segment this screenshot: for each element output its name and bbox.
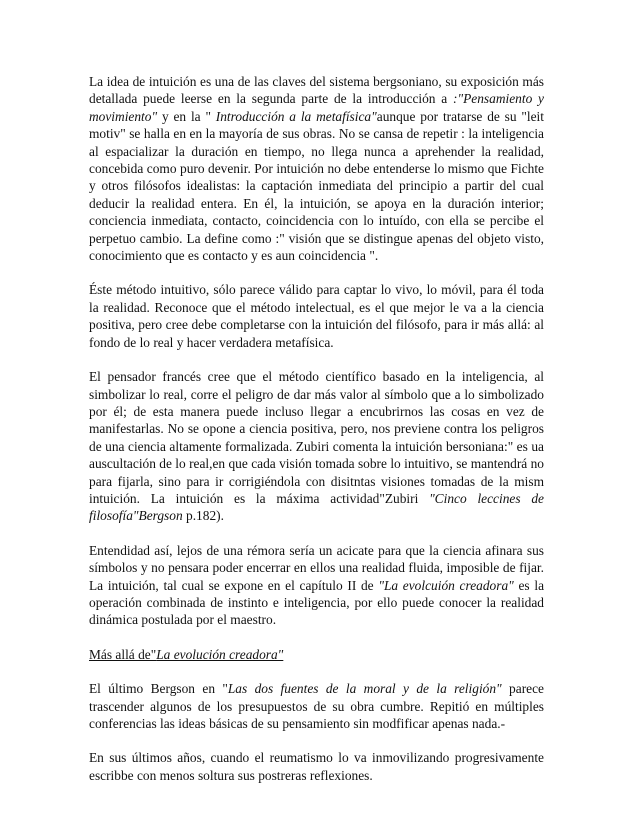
text-run: aunque por tratarse de su "leit motiv" se halla en en la mayoría de sus obras. No se cansa de repetir : la inteligencia al espacializar la duración en tiempo, no llega nunca a aprehender la realidad, concebida como puro devenir. Por intuición no debe entenderse lo mismo que Fichte y otros filósofos idealistas: la captación inmediata del principio a partir del cual deducir la realidad entera. En él, la intuición, se apoya en la duración interior; conciencia inmediata, contacto, coincidencia con lo intuído, con ella se percibe el perpetuo cambio. La define como :" visión que se distingue apenas del objeto visto, conocimiento que es contacto y es aun coincidencia ". (89, 108, 544, 264)
document-page (89, 73, 544, 784)
text-run: La idea de intuición es una de las claves del sistema bergsoniano, su exposición más detallada puede leerse en la segunda parte de la introducción a (89, 74, 544, 107)
book-title-pensamiento: :"Pensamiento y movimiento" (89, 91, 544, 124)
heading-run: Más allá de" (89, 646, 157, 662)
book-title-dos-fuentes: Las dos fuentes de la moral y de la religión" (227, 681, 502, 697)
text-run: p.182). (182, 508, 224, 524)
paragraph-last-years: En sus últimos años, cuando el reumatismo lo va inmovilizando progresivamente escribbe con menos soltura sus postreras reflexiones. (89, 750, 544, 783)
paragraph-scientific-method (89, 368, 544, 525)
paragraph-last-bergson (89, 680, 544, 732)
text-run: y en la " (157, 108, 216, 124)
book-title-evolucion: "La evolcuión creadora" (378, 577, 514, 593)
text-run: es la operación combinada de instinto e inteligencia, por ello puede conocer la realidad dinámica postulada por el maestro. (89, 577, 545, 628)
book-title-cinco-lecciones: "Cinco leccines de filosofía"Bergson (89, 490, 544, 524)
paragraph-intuitive-method: Éste método intuitivo, sólo parece válido para captar lo vivo, lo móvil, para él toda la realidad. Reconoce que el método intelectual, es el que mejor le va a la ciencia positiva, pero cree debe completarse con la intuición del filósofo, para ir más allá: al fondo de lo real y hacer verdadera metafísica. (89, 282, 544, 350)
section-heading (89, 646, 544, 663)
heading-book-title: La evolución creadora" (156, 646, 284, 662)
paragraph-understood-so (89, 542, 544, 629)
text-run: El pensador francés cree que el método científico basado en la inteligencia, al simbolizar lo real, corre el peligro de dar más valor al símbolo que a lo simbolizado por él; de esta manera puede incluso llegar a encubrirnos las cosas en vez de manifestarlas. No se opone a ciencia positiva, pero, nos previene contra los peligros de una ciencia altamente formalizada. Zubiri comenta la intuición bersoniana:" es ua auscultación de lo real,en que cada visión tomada sobre lo intuitivo, se mantendrá no para fijarla, sino para ir corrigiéndola con disitntas visiones tomadas de la mism intuición. La intuición es la máxima actividad"Zubiri (89, 369, 544, 506)
text-run: Entendidad así, lejos de una rémora sería un acicate para que la ciencia afinara sus símbolos y no pensara poder encerrar en ellos una realidad fluida, imposible de fijar. La intuición, tal cual se expone en el capítulo II de (89, 542, 544, 593)
heading-text (89, 647, 283, 662)
paragraph-intuition-definition (89, 73, 544, 264)
book-title-introduccion: Introducción a la metafísica" (215, 108, 377, 124)
text-run: parece trascender algunos de los presupuestos de su obra cumbre. Repitió en múltiples conferencias las ideas básicas de su pensamiento sin modfificar apenas nada.- (89, 681, 544, 731)
text-run: El último Bergson en " (89, 681, 228, 697)
